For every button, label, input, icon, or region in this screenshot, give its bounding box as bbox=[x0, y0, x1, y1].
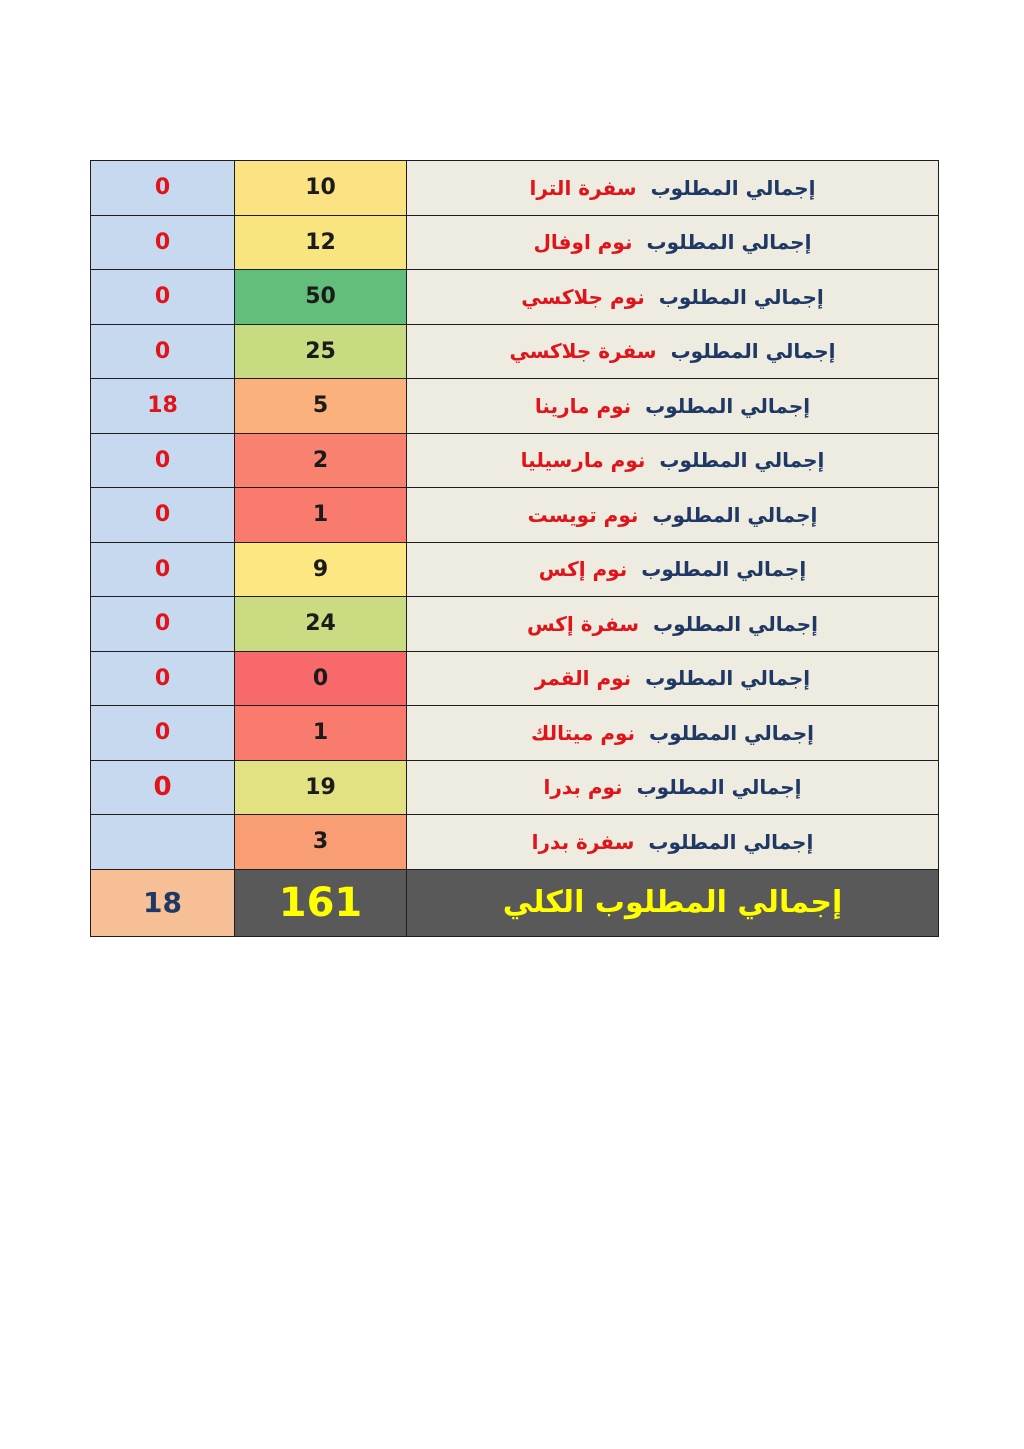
table-row bbox=[91, 270, 939, 325]
extra-cell: 0 bbox=[91, 597, 235, 652]
extra-cell: 0 bbox=[91, 270, 235, 325]
extra-cell: 0 bbox=[91, 161, 235, 216]
table-row bbox=[91, 651, 939, 706]
label-prefix: إجمالي المطلوب bbox=[646, 230, 812, 255]
extra-cell: 0 bbox=[91, 433, 235, 488]
label-prefix: إجمالي المطلوب bbox=[648, 829, 814, 854]
extra-cell: 0 bbox=[91, 760, 235, 815]
total-label-cell: إجمالي المطلوب الكلي bbox=[407, 869, 939, 936]
count-cell: 0 bbox=[235, 651, 407, 706]
count-cell: 24 bbox=[235, 597, 407, 652]
total-count-cell: 161 bbox=[235, 869, 407, 936]
table-row bbox=[91, 815, 939, 870]
extra-cell: 18 bbox=[91, 379, 235, 434]
label-cell bbox=[407, 324, 939, 379]
label-prefix: إجمالي المطلوب bbox=[652, 502, 818, 527]
count-cell: 19 bbox=[235, 760, 407, 815]
label-cell bbox=[407, 215, 939, 270]
label-item: سفرة إكس bbox=[527, 611, 640, 636]
label-item: نوم القمر bbox=[534, 666, 632, 691]
label-cell bbox=[407, 542, 939, 597]
label-cell bbox=[407, 379, 939, 434]
requirements-table bbox=[90, 160, 939, 937]
extra-cell: 0 bbox=[91, 215, 235, 270]
count-cell: 5 bbox=[235, 379, 407, 434]
table-row bbox=[91, 597, 939, 652]
count-cell: 9 bbox=[235, 542, 407, 597]
table-row bbox=[91, 324, 939, 379]
total-row bbox=[91, 869, 939, 936]
label-prefix: إجمالي المطلوب bbox=[649, 720, 814, 745]
label-item: نوم تويست bbox=[527, 502, 639, 527]
table-row bbox=[91, 215, 939, 270]
table-row bbox=[91, 161, 939, 216]
label-cell bbox=[407, 270, 939, 325]
label-cell bbox=[407, 433, 939, 488]
label-item: نوم بدرا bbox=[543, 775, 623, 800]
label-prefix: إجمالي المطلوب bbox=[659, 448, 825, 473]
label-prefix: إجمالي المطلوب bbox=[645, 666, 811, 691]
extra-cell: 0 bbox=[91, 488, 235, 543]
label-prefix: إجمالي المطلوب bbox=[653, 611, 818, 636]
table-body bbox=[91, 161, 939, 937]
label-item: سفرة جلاكسي bbox=[509, 339, 657, 364]
label-prefix: إجمالي المطلوب bbox=[641, 557, 807, 582]
label-item: نوم مارينا bbox=[534, 393, 632, 418]
count-cell: 50 bbox=[235, 270, 407, 325]
count-cell: 25 bbox=[235, 324, 407, 379]
label-prefix: إجمالي المطلوب bbox=[658, 284, 824, 309]
extra-cell: 0 bbox=[91, 324, 235, 379]
extra-cell bbox=[91, 815, 235, 870]
total-extra-cell: 18 bbox=[91, 869, 235, 936]
label-cell bbox=[407, 488, 939, 543]
label-prefix: إجمالي المطلوب bbox=[645, 393, 811, 418]
label-cell bbox=[407, 597, 939, 652]
extra-cell: 0 bbox=[91, 651, 235, 706]
label-cell bbox=[407, 760, 939, 815]
label-item: سفرة الترا bbox=[529, 175, 637, 200]
label-cell bbox=[407, 651, 939, 706]
label-item: نوم جلاكسي bbox=[521, 284, 645, 309]
table-row bbox=[91, 488, 939, 543]
table-row bbox=[91, 433, 939, 488]
table-row bbox=[91, 379, 939, 434]
count-cell: 1 bbox=[235, 706, 407, 761]
extra-cell: 0 bbox=[91, 542, 235, 597]
label-cell bbox=[407, 706, 939, 761]
label-cell bbox=[407, 815, 939, 870]
count-cell: 10 bbox=[235, 161, 407, 216]
table-row bbox=[91, 760, 939, 815]
label-item: نوم ميتالك bbox=[531, 720, 636, 745]
label-prefix: إجمالي المطلوب bbox=[650, 175, 816, 200]
table-row bbox=[91, 706, 939, 761]
table-row bbox=[91, 542, 939, 597]
label-item: نوم مارسيليا bbox=[520, 448, 646, 473]
extra-cell: 0 bbox=[91, 706, 235, 761]
count-cell: 12 bbox=[235, 215, 407, 270]
label-item: سفرة بدرا bbox=[531, 829, 635, 854]
count-cell: 3 bbox=[235, 815, 407, 870]
count-cell: 2 bbox=[235, 433, 407, 488]
label-cell bbox=[407, 161, 939, 216]
count-cell: 1 bbox=[235, 488, 407, 543]
label-prefix: إجمالي المطلوب bbox=[670, 339, 836, 364]
label-prefix: إجمالي المطلوب bbox=[636, 775, 802, 800]
label-item: نوم اوفال bbox=[533, 230, 633, 255]
label-item: نوم إكس bbox=[538, 557, 628, 582]
